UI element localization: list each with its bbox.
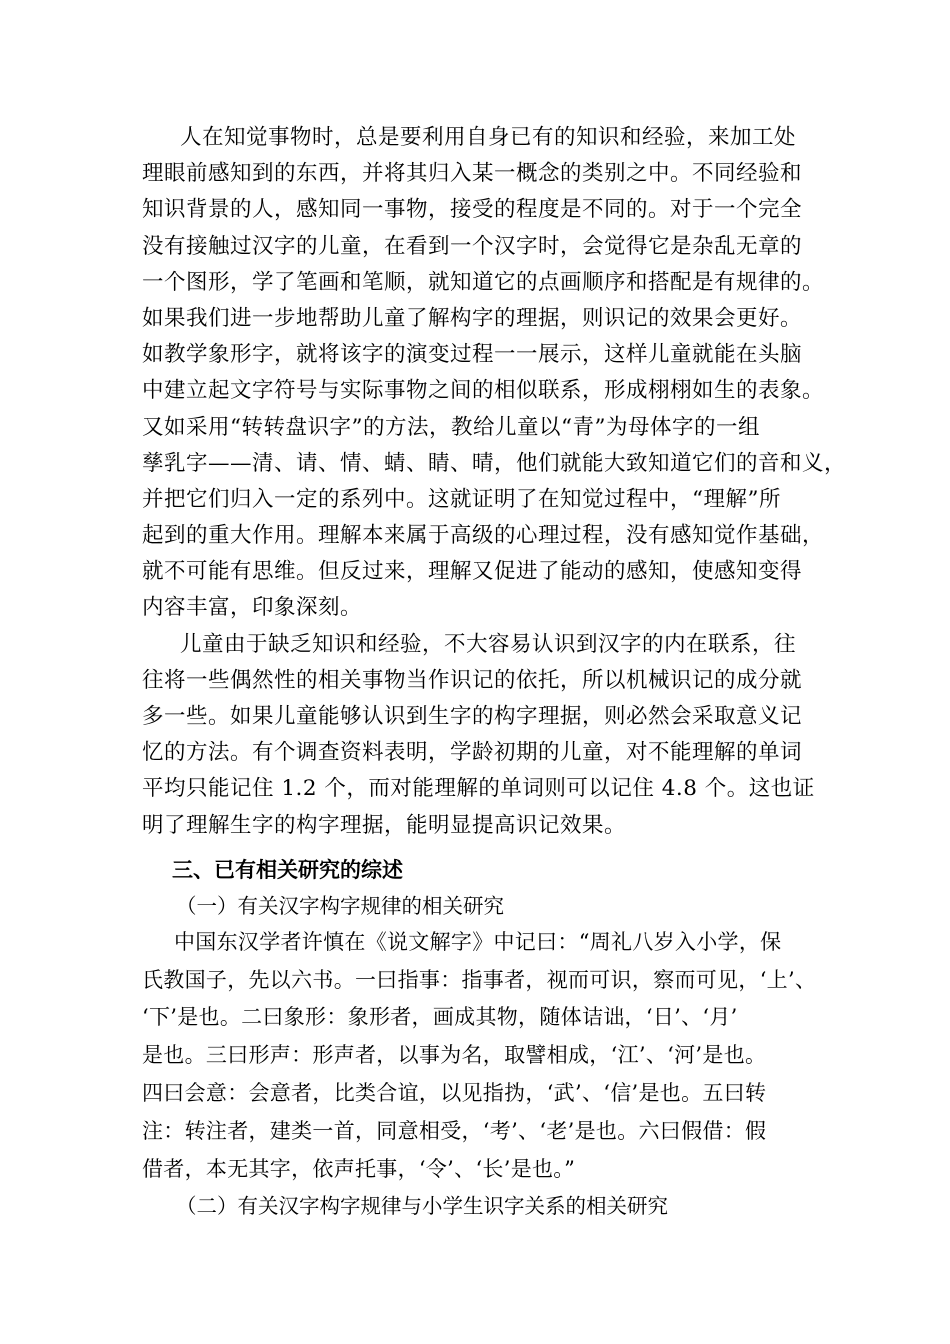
text-line: 一个图形，学了笔画和笔顺，就知道它的点画顺序和搭配是有规律的。 [142, 269, 825, 295]
text-line: 四曰会意：会意者，比类合谊，以见指㧑，‘武’、‘信’是也。五曰转 [142, 1080, 767, 1105]
text-line: 理眼前感知到的东西，并将其归入某一概念的类别之中。不同经验和 [142, 161, 803, 187]
text-line: 又如采用“转转盘识字”的方法，教给儿童以“青”为母体字的一组 [142, 414, 760, 440]
paragraph-children-memory [142, 627, 820, 844]
text-line: 多一些。如果儿童能够认识到生字的构字理据，则必然会采取意义记 [142, 704, 803, 729]
text-line: 忆的方法。有个调查资料表明，学龄初期的儿童，对不能理解的单词 [142, 740, 803, 766]
text-line: 中国东汉学者许慎在《说文解字》中记曰：“周礼八岁入小学，保 [174, 929, 782, 954]
text-line: 平均只能记住 1.2 个，而对能理解的单词则可以记住 4.8 个。这也证 [142, 776, 815, 802]
text-line: 并把它们归入一定的系列中。这就证明了在知觉过程中，“理解”所 [142, 486, 781, 512]
text-line: 是也。三曰形声：形声者，以事为名，取譬相成，‘江’、‘河’是也。 [142, 1043, 767, 1068]
text-line: ‘下’是也。二曰象形：象形者，画成其物，随体诘诎，‘日’、‘月’ [142, 1005, 738, 1030]
text-line: 如教学象形字，就将该字的演变过程一一展示，这样儿童就能在头脑 [142, 342, 803, 368]
paragraph-perception [142, 120, 847, 627]
text-line: 儿童由于缺乏知识和经验，不大容易认识到汉字的内在联系，往 [180, 631, 797, 657]
text-line: 内容丰富，印象深刻。 [142, 595, 363, 621]
subsection-heading-2: （二）有关汉字构字规律与小学生识字关系的相关研究 [176, 1194, 668, 1219]
text-line: 借者，本无其字，依声托事，‘令’、‘长’是也。” [142, 1156, 576, 1181]
text-line: 没有接触过汉字的儿童，在看到一个汉字时，会觉得它是杂乱无章的 [142, 233, 803, 259]
text-line: 中建立起文字符号与实际事物之间的相似联系，形成栩栩如生的表象。 [142, 378, 825, 404]
text-line: 如果我们进一步地帮助儿童了解构字的理据，则识记的效果会更好。 [142, 305, 803, 331]
text-line: 人在知觉事物时，总是要利用自身已有的知识和经验，来加工处 [180, 125, 797, 150]
section-heading: 三、已有相关研究的综述 [172, 857, 403, 882]
text-line: 就不可能有思维。但反过来，理解又促进了能动的感知，使感知变得 [142, 559, 803, 585]
text-line: 注：转注者，建类一首，同意相受，‘考’、‘老’是也。六曰假借：假 [142, 1118, 767, 1143]
text-line: 起到的重大作用。理解本来属于高级的心理过程，没有感知觉作基础， [142, 523, 825, 549]
text-line: 往将一些偶然性的相关事物当作识记的依托，所以机械识记的成分就 [142, 667, 803, 693]
text-line: 孳乳字——清、请、情、蜻、睛、晴，他们就能大致知道它们的音和义， [142, 450, 847, 476]
subsection-heading-1: （一）有关汉字构字规律的相关研究 [176, 893, 504, 918]
text-line: 氏教国子，先以六书。一曰指事：指事者，视而可识，察而可见，‘上’、 [142, 967, 817, 992]
paragraph-shuowen-quote [142, 924, 820, 1189]
text-line: 明了理解生字的构字理据，能明显提高识记效果。 [142, 812, 627, 838]
text-line: 知识背景的人，感知同一事物，接受的程度是不同的。对于一个完全 [142, 197, 803, 223]
spacer [142, 844, 820, 852]
